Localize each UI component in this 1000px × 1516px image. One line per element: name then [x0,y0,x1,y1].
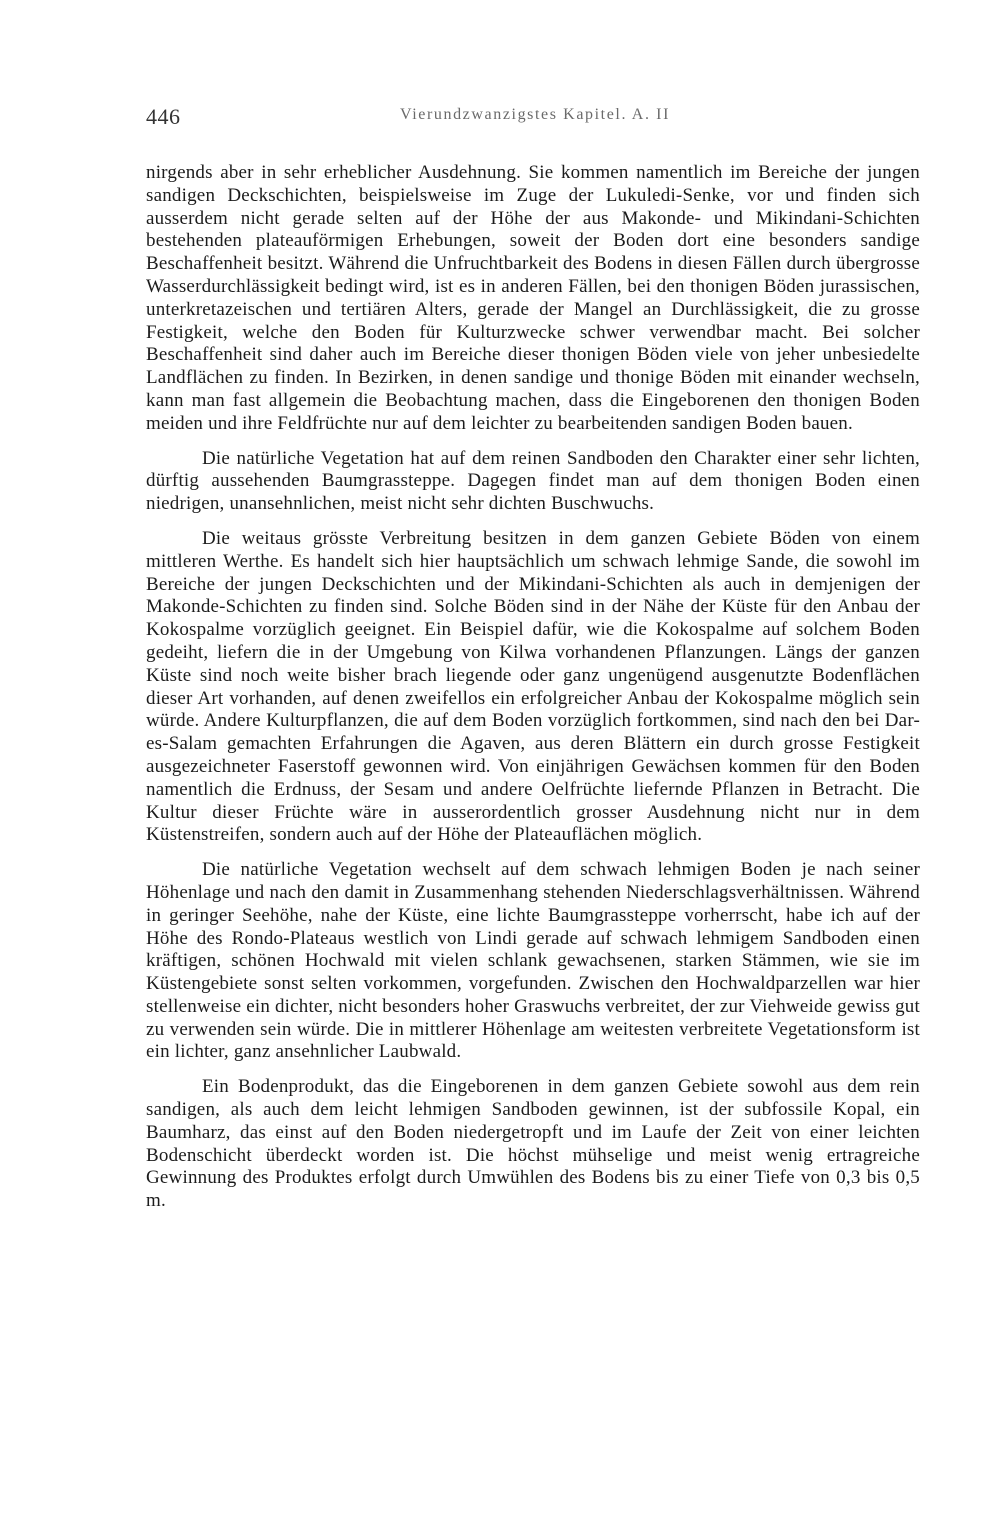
body-text [146,162,920,1225]
running-title: Vierundzwanzigstes Kapitel. A. II [400,106,670,123]
paragraph: Die natürliche Vegetation wechselt auf dem schwach lehmigen Boden je nach seiner Höhenlage und nach den damit in Zusammenhang stehenden Niederschlagsverhältnissen. Während in geringer Seehöhe, nahe der Küste, eine lichte Baumgrassteppe vorherrscht, habe ich auf der Höhe des Rondo-Plateaus westlich von Lindi gerade auf schwach lehmigem Sandboden einen kräftigen, schönen Hochwald mit vielen schlank gewachsenen, starken Stämmen, wie sie im Küstengebiete sonst selten vorkommen, vorgefunden. Zwischen den Hochwaldparzellen war hier stellenweise ein dichter, nicht besonders hoher Graswuchs verbreitet, der zur Viehweide gewiss gut zu verwenden sein würde. Die in mittlerer Höhenlage am weitesten verbreitete Vegetationsform ist ein lichter, ganz ansehnlicher Laubwald. [146,859,920,1063]
running-header [146,104,920,134]
paragraph: nirgends aber in sehr erheblicher Ausdehnung. Sie kommen namentlich im Bereiche der jungen sandigen Deckschichten, beispielsweise im Zuge der Lukuledi-Senke, vor und finden sich ausserdem nicht gerade selten auf der Höhe der aus Makonde- und Mikindani-Schichten bestehenden plateauförmigen Erhebungen, soweit der Boden dort eine besonders sandige Beschaffenheit besitzt. Während die Unfruchtbarkeit des Bodens in diesen Fällen durch übergrosse Wasserdurchlässigkeit bedingt wird, ist es in anderen Fällen, bei den thonigen Böden jurassischen, unterkretazeischen und tertiären Alters, gerade der Mangel an Durchlässigkeit, die zu grosse Festigkeit, welche den Boden für Kulturzwecke schwer verwendbar macht. Bei solcher Beschaffenheit sind daher auch im Bereiche dieser thonigen Böden viele von jeher unbesiedelte Landflächen zu finden. In Bezirken, in denen sandige und thonige Böden mit einander wechseln, kann man fast allgemein die Beobachtung machen, dass die Eingeborenen den thonigen Boden meiden und ihre Feldfrüchte nur auf dem leichter zu bearbeitenden sandigen Boden bauen. [146,162,920,434]
paragraph: Ein Bodenprodukt, das die Eingeborenen in dem ganzen Gebiete sowohl aus dem rein sandigen, als auch dem leicht lehmigen Sandboden gewinnen, ist der subfossile Kopal, ein Baumharz, das einst auf den Boden niedergetropft und im Laufe der Zeit von einer leichten Bodenschicht überdeckt worden ist. Die höchst mühselige und meist wenig ertragreiche Gewinnung des Produktes erfolgt durch Umwühlen des Bodens bis zu einer Tiefe von 0,3 bis 0,5 m. [146,1076,920,1212]
paragraph: Die natürliche Vegetation hat auf dem reinen Sandboden den Charakter einer sehr lichten, dürftig aussehenden Baumgrassteppe. Dagegen findet man auf dem thonigen Boden einen niedrigen, unansehnlichen, meist nicht sehr dichten Buschwuchs. [146,447,920,515]
page-number: 446 [146,104,181,129]
paragraph: Die weitaus grösste Verbreitung besitzen in dem ganzen Gebiete Böden von einem mittleren Werthe. Es handelt sich hier hauptsächlich um schwach lehmige Sande, die sowohl im Bereiche der jungen Deckschichten und der Mikindani-Schichten als auch in demjenigen der Makonde-Schichten zu finden sind. Solche Böden sind in der Nähe der Küste für den Anbau der Kokospalme vorzüglich geeignet. Ein Beispiel dafür, wie die Kokospalme auf solchem Boden gedeiht, liefern die in der Umgebung von Kilwa vorhandenen Pflanzungen. Längs der ganzen Küste sind noch weite bisher brach liegende oder ganz ungenügend ausgenutzte Bodenflächen dieser Art vorhanden, auf denen zweifellos ein erfolgreicher Anbau der Kokospalme möglich sein würde. Andere Kulturpflanzen, die auf dem Boden vorzüglich fortkommen, sind nach den bei Dar-es-Salam gemachten Erfahrungen die Agaven, aus deren Blättern ein durch grosse Festigkeit ausgezeichneter Faserstoff gewonnen wird. Von einjährigen Gewächsen kommen für den Boden namentlich die Erdnuss, der Sesam und andere Oelfrüchte liefernde Pflanzen in Betracht. Die Kultur dieser Früchte wäre in ausserordentlich grosser Ausdehnung nicht nur in dem Küstenstreifen, sondern auch auf der Höhe der Plateauflächen möglich. [146,527,920,846]
